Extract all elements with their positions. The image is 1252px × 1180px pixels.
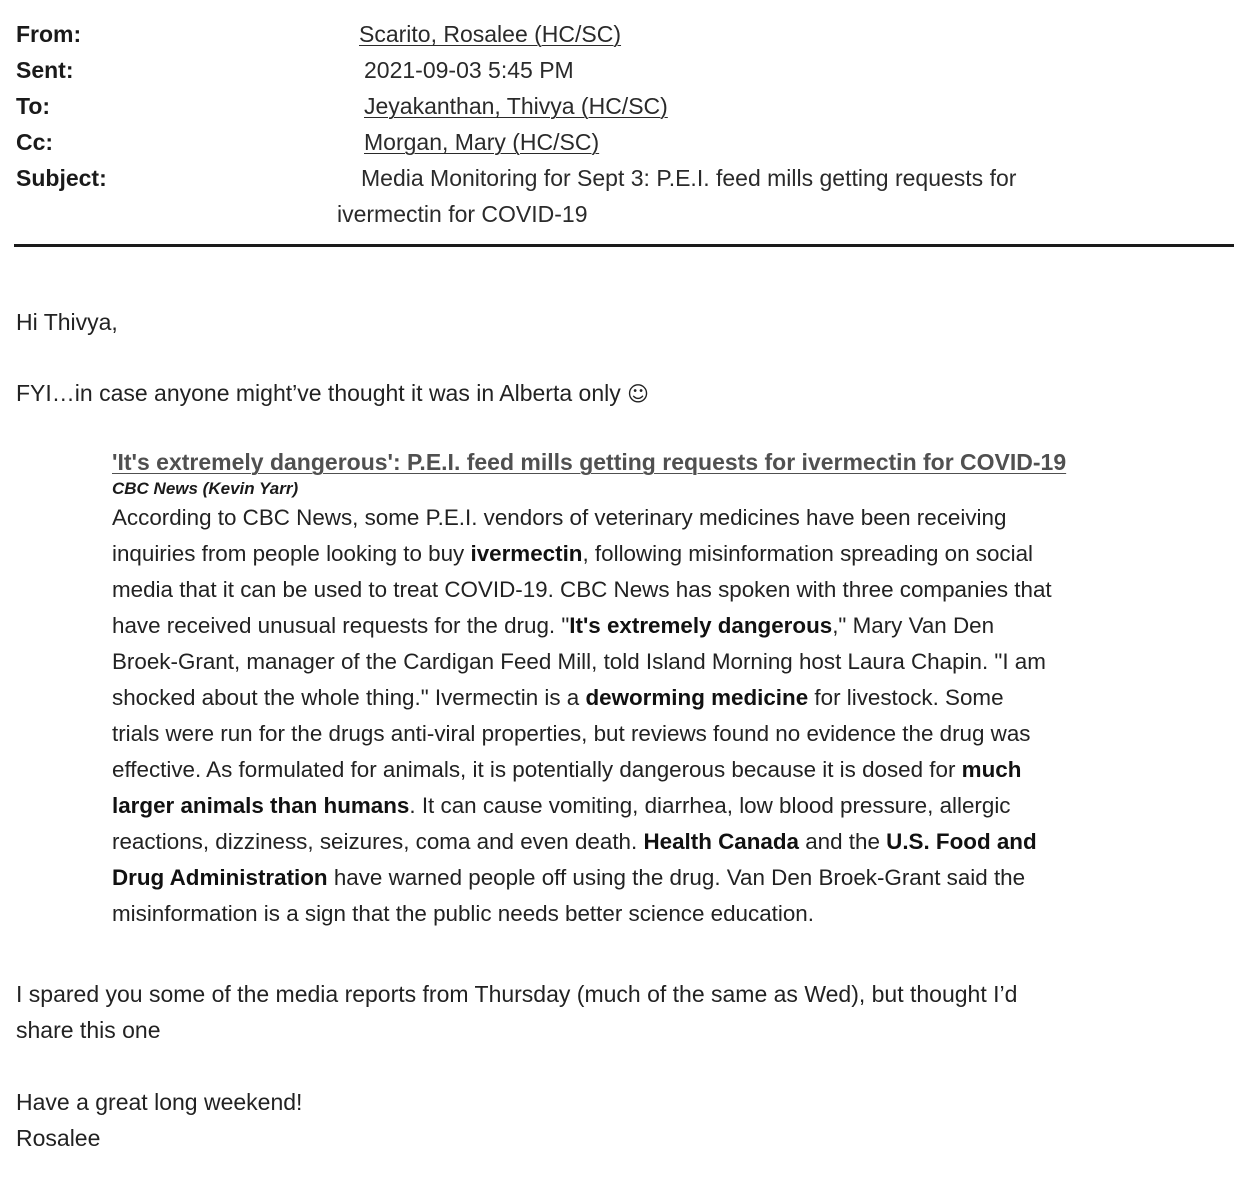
article-text: Broek-Grant, manager of the Cardigan Feed Mill, told Island Morning host Laura Chapin. "I am xyxy=(112,649,1046,674)
subject-line-1: Media Monitoring for Sept 3: P.E.I. feed mills getting requests for xyxy=(361,165,1017,191)
article-source: CBC News (Kevin Yarr) xyxy=(112,479,299,498)
smiley-icon: ☺ xyxy=(627,382,650,406)
article-text: , following misinformation spreading on social xyxy=(582,541,1034,566)
article-bold-text: deworming medicine xyxy=(585,685,809,710)
article-bold-text: Health Canada xyxy=(643,829,799,854)
quoted-article xyxy=(112,444,1232,932)
article-summary xyxy=(112,500,1232,932)
cc-row xyxy=(0,124,1252,160)
article-line xyxy=(112,824,1232,860)
article-bold-text: ivermectin xyxy=(470,541,583,566)
article-text: shocked about the whole thing." Ivermectin is a xyxy=(112,685,586,710)
article-bold-text: U.S. Food and xyxy=(886,829,1037,854)
intro-paragraph xyxy=(16,375,649,412)
article-line xyxy=(112,896,1232,932)
article-line xyxy=(112,860,1232,896)
subject-row xyxy=(0,160,1252,196)
subject-row-2 xyxy=(0,196,1252,232)
article-text: inquiries from people looking to buy xyxy=(112,541,471,566)
intro-text: FYI…in case anyone might’ve thought it was in Alberta only xyxy=(16,380,621,406)
article-text: ," Mary Van Den xyxy=(832,613,995,638)
cc-label: Cc: xyxy=(16,129,54,155)
from-row xyxy=(0,16,1252,52)
article-text: and the xyxy=(799,829,887,854)
article-bold-text: larger animals than humans xyxy=(112,793,410,818)
article-line xyxy=(112,752,1232,788)
article-text: media that it can be used to treat COVID-19. CBC News has spoken with three companies that xyxy=(112,577,1052,602)
greeting: Hi Thivya, xyxy=(16,309,118,335)
from-sender-link[interactable]: Scarito, Rosalee (HC/SC) xyxy=(359,21,622,47)
sent-row xyxy=(0,52,1252,88)
article-text: have warned people off using the drug. Van Den Broek-Grant said the xyxy=(327,865,1026,890)
cc-recipient-link[interactable]: Morgan, Mary (HC/SC) xyxy=(364,129,600,155)
signoff: Have a great long weekend! xyxy=(16,1089,303,1115)
article-text: misinformation is a sign that the public needs better science education. xyxy=(112,901,814,926)
article-text: reactions, dizziness, seizures, coma and even death. xyxy=(112,829,644,854)
header-divider xyxy=(14,244,1234,247)
signature: Rosalee xyxy=(16,1125,101,1151)
article-line xyxy=(112,536,1232,572)
article-line xyxy=(112,608,1232,644)
article-bold-text: Drug Administration xyxy=(112,865,328,890)
to-row xyxy=(0,88,1252,124)
article-text: for livestock. Some xyxy=(808,685,1004,710)
article-line xyxy=(112,788,1232,824)
article-text: have received unusual requests for the drug. " xyxy=(112,613,570,638)
article-line xyxy=(112,572,1232,608)
subject-label: Subject: xyxy=(16,165,107,191)
article-bold-text: It's extremely dangerous xyxy=(569,613,833,638)
to-recipient-link[interactable]: Jeyakanthan, Thivya (HC/SC) xyxy=(364,93,668,119)
article-text: effective. As formulated for animals, it is potentially dangerous because it is dosed for xyxy=(112,757,962,782)
closing-line-2: share this one xyxy=(16,1017,161,1043)
article-line xyxy=(112,716,1232,752)
article-line xyxy=(112,680,1232,716)
article-line xyxy=(112,644,1232,680)
to-label: To: xyxy=(16,93,51,119)
article-title-link[interactable]: 'It's extremely dangerous': P.E.I. feed mills getting requests for ivermectin for COVID-19 xyxy=(112,449,1067,475)
article-text: . It can cause vomiting, diarrhea, low blood pressure, allergic xyxy=(409,793,1011,818)
article-line xyxy=(112,500,1232,536)
sent-date: 2021-09-03 5:45 PM xyxy=(364,57,574,83)
closing-line-1: I spared you some of the media reports from Thursday (much of the same as Wed), but thought I’d xyxy=(16,981,1018,1007)
article-text: trials were run for the drugs anti-viral properties, but reviews found no evidence the drug was xyxy=(112,721,1031,746)
article-bold-text: much xyxy=(961,757,1022,782)
article-text: According to CBC News, some P.E.I. vendors of veterinary medicines have been receiving xyxy=(112,505,1007,530)
from-label: From: xyxy=(16,21,82,47)
sent-label: Sent: xyxy=(16,57,74,83)
subject-line-2: ivermectin for COVID-19 xyxy=(337,201,588,227)
